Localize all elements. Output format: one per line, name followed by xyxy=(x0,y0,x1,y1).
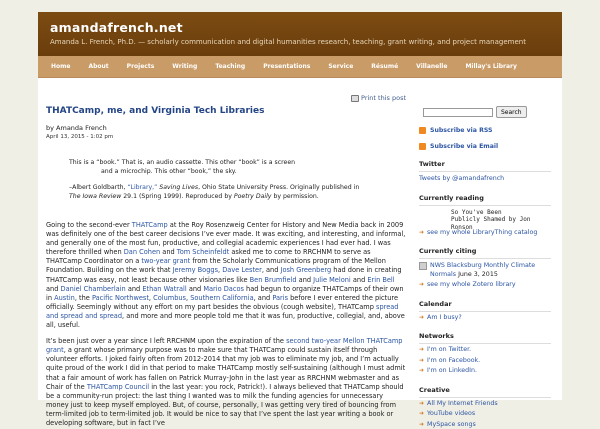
mellon-grant-link[interactable]: second two-year Mellon THATCamp grant xyxy=(46,337,402,354)
librarything-link[interactable]: see my whole LibraryThing catalog xyxy=(427,229,537,238)
ethan-watrall-link[interactable]: Ethan Watrall xyxy=(142,285,186,293)
citing-widget-title: Currently citing xyxy=(419,247,551,259)
twitter-profile-link[interactable]: I'm on Twitter. xyxy=(427,346,471,355)
networks-widget-title: Networks xyxy=(419,332,551,344)
jeremy-boggs-link[interactable]: Jeremy Boggs xyxy=(173,266,218,274)
columbus-link[interactable]: Columbus xyxy=(153,294,186,302)
search-form xyxy=(419,106,551,118)
arrow-right-icon: ➜ xyxy=(419,229,424,238)
rss-icon xyxy=(419,143,426,150)
facebook-profile-link[interactable]: I'm on Facebook. xyxy=(427,357,480,366)
arrow-right-icon: ➜ xyxy=(419,410,424,419)
austin-link[interactable]: Austin xyxy=(54,294,75,302)
search-button[interactable]: Search xyxy=(496,106,527,118)
current-book[interactable]: So You've Been Publicly Shamed by Jon Ronson xyxy=(419,209,551,227)
arrow-right-icon: ➜ xyxy=(419,367,424,376)
josh-greenberg-link[interactable]: Josh Greenberg xyxy=(281,266,332,274)
subscribe-email-link[interactable]: Subscribe via Email xyxy=(419,143,551,150)
calendar-link[interactable]: Am I busy? xyxy=(427,314,462,323)
nav-about[interactable]: About xyxy=(79,63,117,70)
nav-millays-library[interactable]: Millay's Library xyxy=(456,63,525,70)
internet-friends-link[interactable]: All My Internet Friends xyxy=(427,400,498,409)
arrow-right-icon: ➜ xyxy=(419,421,424,429)
daniel-chamberlain-link[interactable]: Daniel Chamberlain xyxy=(61,285,126,293)
nav-resume[interactable]: Résumé xyxy=(362,63,407,70)
nav-presentations[interactable]: Presentations xyxy=(254,63,319,70)
arrow-right-icon: ➜ xyxy=(419,314,424,323)
quote-line-2: and a microchip. This other “book,” the sky. xyxy=(69,167,369,176)
paragraph-2: It’s been just over a year since I left RRCHNM upon the expiration of the second two-year Mellon THATCamp grant, a grant whose primary purpose was to make sure that THATCamp could sustain itself through volunteer efforts. I joked fairly often from 2012-2014 that my job was to eliminate my job, and I’m actually quite proud of the work I did in that period to make THATCamp mostly self-sustaining (although I must admit that a fair amount of work has fallen on Patrick Murray-John in the last year as RRCHNM webmaster and as Chair of the THATCamp Council in the last year: you rock, Patrick!). I always believed that THATCamp should be a community-run project: the last thing I wanted was to milk the funding agencies for unnecessary money just to keep myself employed. But, of course, personally, I was getting very tired of bouncing from term-limited job to term-limited job. It would be nice to say that I’ve spent the last year writing a book or developing software, but in fact I’ve xyxy=(46,337,406,428)
main-column xyxy=(46,94,406,400)
reading-widget-title: Currently reading xyxy=(419,194,551,206)
calendar-widget-title: Calendar xyxy=(419,300,551,312)
mario-dacos-link[interactable]: Mario Dacos xyxy=(203,285,244,293)
document-icon xyxy=(419,262,427,270)
rss-icon xyxy=(419,127,426,134)
page xyxy=(38,12,562,400)
paris-link[interactable]: Paris xyxy=(272,294,288,302)
nav-projects[interactable]: Projects xyxy=(118,63,164,70)
post-date: April 13, 2015 - 1:02 pm xyxy=(46,134,406,140)
creative-widget-title: Creative xyxy=(419,386,551,398)
nav-villanelle[interactable]: Villanelle xyxy=(407,63,456,70)
dan-cohen-link[interactable]: Dan Cohen xyxy=(124,248,160,256)
site-title[interactable]: amandafrench.net xyxy=(50,20,550,35)
print-post-label: Print this post xyxy=(361,94,406,102)
nav-writing[interactable]: Writing xyxy=(163,63,206,70)
julie-meloni-link[interactable]: Julie Meloni xyxy=(313,276,351,284)
nav-service[interactable]: Service xyxy=(319,63,362,70)
zotero-link[interactable]: see my whole Zotero library xyxy=(427,281,516,290)
tom-scheinfeldt-link[interactable]: Tom Scheinfeldt xyxy=(177,248,230,256)
arrow-right-icon: ➜ xyxy=(419,346,424,355)
printer-icon xyxy=(351,95,359,102)
arrow-right-icon: ➜ xyxy=(419,357,424,366)
twitter-tweets-link[interactable]: Tweets by @amandafrench xyxy=(419,175,504,182)
site-header xyxy=(38,12,562,56)
thatcamp-council-link[interactable]: THATCamp Council xyxy=(87,383,149,391)
search-input[interactable] xyxy=(423,108,493,117)
twitter-widget-title: Twitter xyxy=(419,160,551,172)
pacific-northwest-link[interactable]: Pacific Northwest xyxy=(92,294,149,302)
sidebar xyxy=(419,94,551,400)
arrow-right-icon: ➜ xyxy=(419,400,424,409)
post-title[interactable]: THATCamp, me, and Virginia Tech Libraries xyxy=(46,106,406,116)
myspace-songs-link[interactable]: MySpace songs xyxy=(427,421,476,429)
print-post-link[interactable] xyxy=(351,94,406,102)
library-poem-link[interactable]: “Library,” xyxy=(128,184,158,191)
youtube-videos-link[interactable]: YouTube videos xyxy=(427,410,475,419)
quote-citation: –Albert Goldbarth, “Library,” Saving Lives, Ohio State University Press. Originally published in The Iowa Review 29.1 (Spring 1999). Reproduced by Poetry Daily by permission. xyxy=(69,183,369,201)
nav-home[interactable]: Home xyxy=(42,63,79,70)
citing-item: NWS Blacksburg Monthly Climate Normals June 3, 2015 xyxy=(419,262,551,279)
nav-teaching[interactable]: Teaching xyxy=(206,63,254,70)
subscribe-rss-link[interactable]: Subscribe via RSS xyxy=(419,127,551,134)
thatcamp-link[interactable]: THATCamp xyxy=(132,221,168,229)
quote-line-1: This is a “book.” That is, an audio cassette. This other “book” is a screen xyxy=(69,158,369,167)
content-area xyxy=(38,94,562,400)
erin-bell-link[interactable]: Erin Bell xyxy=(367,276,394,284)
nws-climate-link[interactable]: NWS Blacksburg Monthly Climate Normals xyxy=(430,262,535,278)
paragraph-1: Going to the second-ever THATCamp at the Roy Rosenzweig Center for History and New Media back in 2009 was definitely one of the best career decisions I’ve ever made. It was exciting, and interesting, and informal, and generally one of the most fun, productive, and collegial academic experiences I had ever had. I was therefore thrilled when Dan Cohen and Tom Scheinfeldt asked me to come to RRCHNM to serve as THATCamp Coordinator on a two-year grant from the Scholarly Communications program of the Mellon Foundation. Building on the work that Jeremy Boggs, Dave Lester, and Josh Greenberg had done in creating THATCamp was easy, not least because other visionaries like Ben Brumfield and Julie Meloni and Erin Bell and Daniel Chamberlain and Ethan Watrall and Mario Dacos had begun to organize THATCamps of their own in Austin, the Pacific Northwest, Columbus, Southern California, and Paris before I ever entered the picture officially. Seemingly without any effort on my part besides the obvious (cough website), THATCamp spread and spread and spread, and more and more people told me that it was fun, productive, collegial, and, above all, useful. xyxy=(46,221,406,330)
southern-california-link[interactable]: Southern California xyxy=(190,294,253,302)
dave-lester-link[interactable]: Dave Lester xyxy=(222,266,262,274)
spread-link[interactable]: spread and spread and spread xyxy=(46,303,399,320)
post-byline: by Amanda French xyxy=(46,124,406,132)
epigraph-quote xyxy=(69,158,369,201)
arrow-right-icon: ➜ xyxy=(419,281,424,290)
linkedin-profile-link[interactable]: I'm on LinkedIn. xyxy=(427,367,477,376)
post-body xyxy=(46,221,406,428)
two-year-grant-link[interactable]: two-year grant xyxy=(141,257,190,265)
ben-brumfield-link[interactable]: Ben Brumfield xyxy=(250,276,297,284)
main-nav xyxy=(38,56,562,78)
site-description: Amanda L. French, Ph.D. — scholarly communication and digital humanities research, teaching, grant writing, and project management xyxy=(50,38,550,46)
